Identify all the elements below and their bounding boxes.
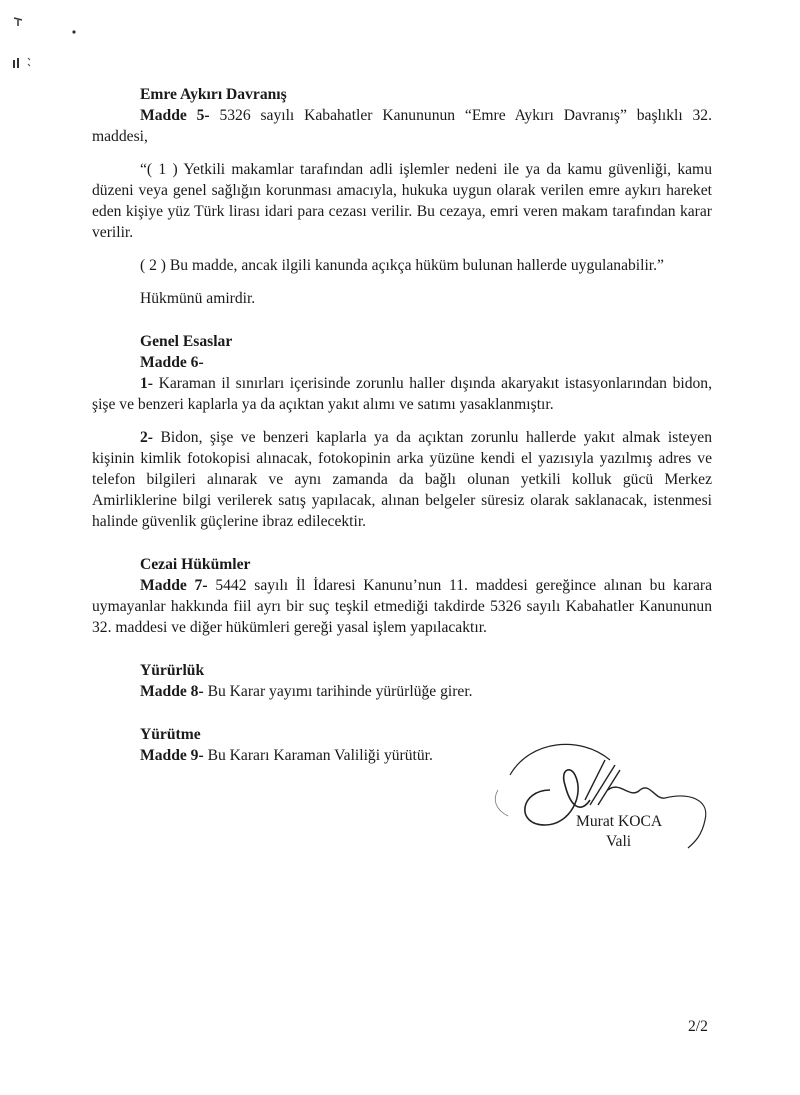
- madde-7-label: Madde 7-: [140, 577, 208, 594]
- page-number: 2/2: [688, 1018, 708, 1035]
- section-heading-genel: Genel Esaslar: [140, 333, 233, 350]
- madde-7: [92, 575, 712, 638]
- madde-9-label: Madde 9-: [140, 747, 204, 764]
- section-heading-yururluk: Yürürlük: [140, 662, 205, 679]
- section-heading-emre: Emre Aykırı Davranış: [140, 86, 287, 103]
- madde-8: [92, 681, 712, 702]
- section-heading-yurutme: Yürütme: [140, 726, 201, 743]
- item-2-label: 2-: [140, 429, 153, 446]
- quote-paragraph-1: “( 1 ) Yetkili makamlar tarafından adli işlemler nedeni ile ya da kamu güvenliği, kamu düzeni veya genel sağlığın korunması amacıyla, hukuka uygun olarak verilen emre aykırı hareket eden kişiye yüz Türk lirası idari para cezası verilir. Bu cezaya, emri veren makam tarafından karar verilir.: [92, 161, 712, 241]
- item-1-text: Karaman il sınırları içerisinde zorunlu haller dışında akaryakıt istasyonlarından bidon, şişe ve benzeri kaplarla ya da açıktan yakıt alımı ve satımı yasaklanmıştır.: [92, 375, 712, 413]
- madde-8-label: Madde 8-: [140, 683, 204, 700]
- handwritten-signature: [490, 730, 720, 860]
- quote-paragraph-2: ( 2 ) Bu madde, ancak ilgili kanunda açıkça hüküm bulunan hallerde uygulanabilir.”: [140, 257, 664, 274]
- signatory-name: Murat KOCA: [576, 813, 663, 830]
- madde-6-label: Madde 6-: [140, 354, 204, 371]
- madde-5-text: 5326 sayılı Kabahatler Kanununun “Emre Aykırı Davranış” başlıklı 32. maddesi,: [92, 107, 712, 145]
- item-1-label: 1-: [140, 375, 153, 392]
- madde-6-item-1: [92, 373, 712, 415]
- closing-paragraph: Hükmünü amirdir.: [140, 290, 256, 307]
- madde-5-label: Madde 5-: [140, 107, 210, 124]
- madde-7-text: 5442 sayılı İl İdaresi Kanunu’nun 11. maddesi gereğince alınan bu karara uymayanlar hakkında fiil ayrı bir suç teşkil etmediği takdirde 5326 sayılı Kabahatler Kanununun 32. maddesi ve diğer hükümleri gereği yasal işlem yapılacaktır.: [92, 577, 712, 636]
- signatory-title: Vali: [606, 833, 632, 850]
- madde-5: [92, 105, 712, 147]
- document-body: [92, 84, 712, 766]
- section-heading-cezai: Cezai Hükümler: [140, 556, 251, 573]
- madde-8-text: Bu Karar yayımı tarihinde yürürlüğe girer.: [203, 683, 473, 700]
- madde-6-item-2: [92, 427, 712, 532]
- item-2-text: Bidon, şişe ve benzeri kaplarla ya da açıktan zorunlu hallerde yakıt almak isteyen kişinin kimlik fotokopisi alınacak, fotokopinin arka yüzüne kendi el yazısıyla yazılmış adres ve telefon bilgileri alınarak ve aynı zamanda da bağlı olunan yetkili kolluk gücü Merkez Amirliklerine bilgi verilerek satış yapılacak, alınan belgeler süresiz olarak saklanacak, istenmesi halinde güvenlik güçlerine ibraz edilecektir.: [92, 429, 712, 530]
- scan-marks: [8, 12, 88, 82]
- madde-9-text: Bu Kararı Karaman Valiliği yürütür.: [203, 747, 433, 764]
